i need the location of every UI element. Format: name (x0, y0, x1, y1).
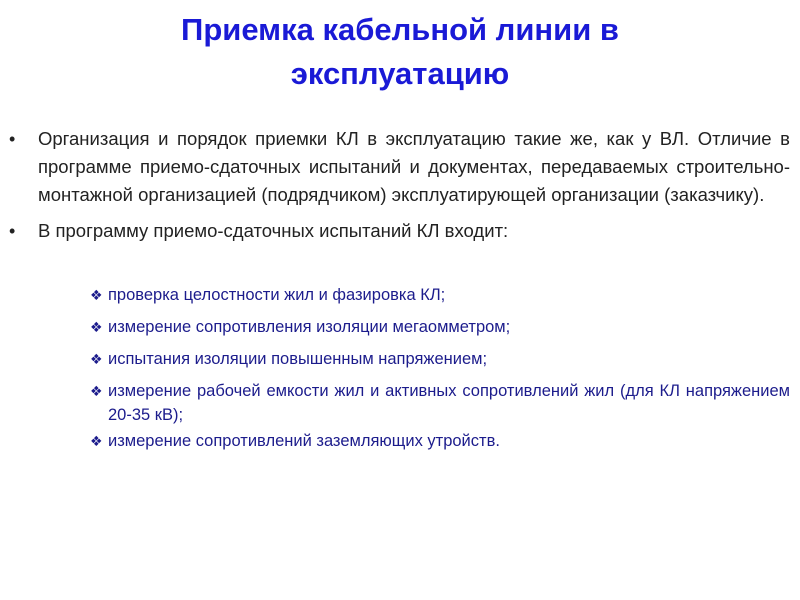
bullet-item (0, 125, 800, 209)
sub-bullet-list (90, 283, 790, 453)
bullet-dot-icon: • (9, 221, 16, 241)
diamond-bullet-icon: ❖ (90, 319, 103, 335)
bullet-text: В программу приемо-сдаточных испытаний КЛ входит: (38, 220, 509, 241)
sub-bullet-item (90, 379, 790, 427)
sub-bullet-item (90, 315, 790, 339)
bullet-item (0, 217, 800, 245)
main-bullet-list (0, 125, 800, 245)
sub-bullet-text: измерение сопротивлений заземляющих утройств. (108, 432, 500, 450)
slide-title: Приемка кабельной линии в эксплуатацию (181, 12, 619, 91)
diamond-bullet-icon: ❖ (90, 433, 103, 449)
sub-bullet-text: проверка целостности жил и фазировка КЛ; (108, 286, 446, 304)
bullet-text: Организация и порядок приемки КЛ в эксплуатацию такие же, как у ВЛ. Отличие в программе приемо-сдаточных испытаний и документах, передаваемых строительно-монтажной организацией (подрядчиком) эксплуатирующей организации (заказчику). (38, 128, 790, 205)
sub-bullet-text: испытания изоляции повышенным напряжением; (108, 350, 488, 368)
diamond-bullet-icon: ❖ (90, 287, 103, 303)
sub-bullet-text: измерение рабочей емкости жил и активных сопротивлений жил (для КЛ напряжением 20-35 кВ); (108, 382, 790, 424)
sub-bullet-item (90, 429, 790, 453)
sub-bullet-text: измерение сопротивления изоляции мегаомметром; (108, 318, 511, 336)
bullet-dot-icon: • (9, 129, 16, 149)
sub-bullet-item (90, 347, 790, 371)
diamond-bullet-icon: ❖ (90, 383, 103, 399)
diamond-bullet-icon: ❖ (90, 351, 103, 367)
sub-bullet-item (90, 283, 790, 307)
